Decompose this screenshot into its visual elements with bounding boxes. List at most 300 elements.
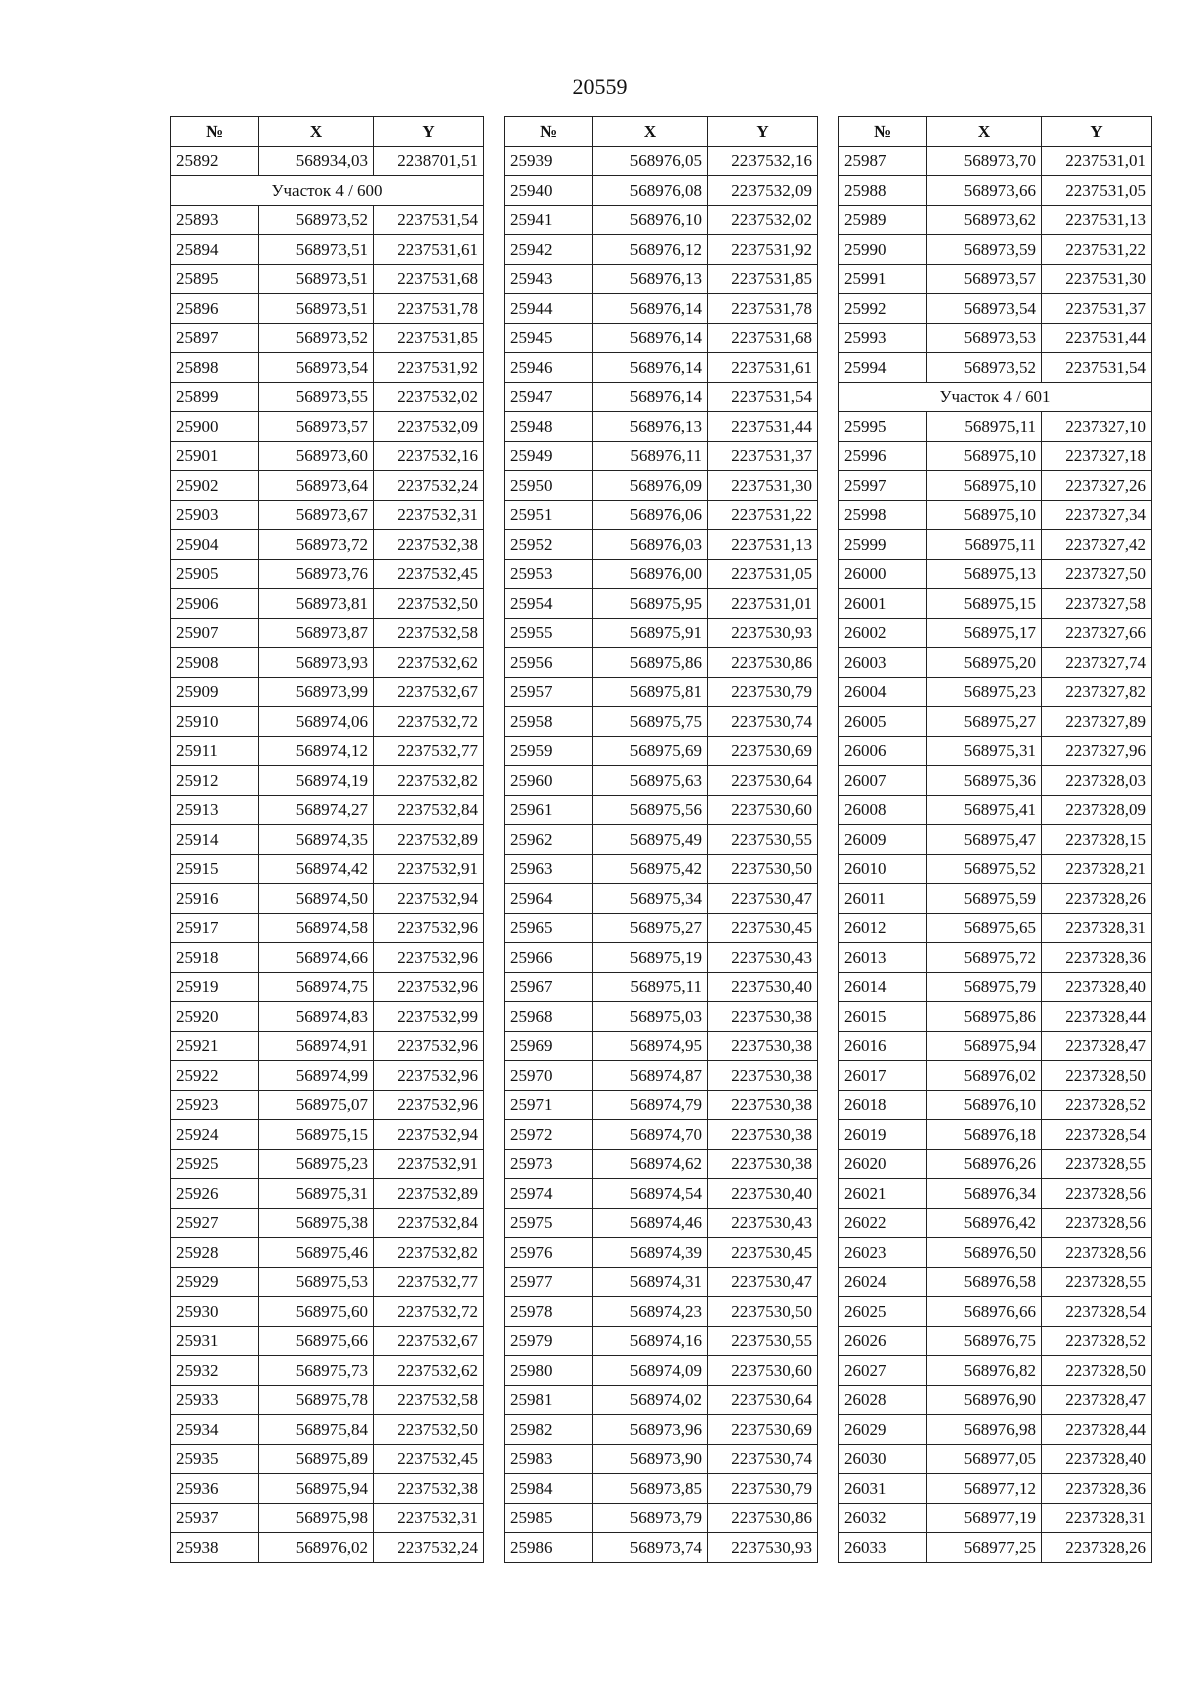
table-row <box>505 1238 818 1268</box>
x-coordinate-cell: 568975,79 <box>927 972 1042 1002</box>
table-row <box>505 1002 818 1032</box>
x-coordinate-cell: 568976,14 <box>593 382 708 412</box>
point-number-cell: 25909 <box>171 677 259 707</box>
y-coordinate-cell: 2237328,26 <box>1042 884 1152 914</box>
y-coordinate-cell: 2237530,38 <box>708 1061 818 1091</box>
x-coordinate-cell: 568974,39 <box>593 1238 708 1268</box>
point-number-cell: 25917 <box>171 913 259 943</box>
table-row <box>505 972 818 1002</box>
y-coordinate-cell: 2237531,37 <box>1042 294 1152 324</box>
x-coordinate-cell: 568976,82 <box>927 1356 1042 1386</box>
x-coordinate-cell: 568974,62 <box>593 1149 708 1179</box>
y-coordinate-cell: 2237530,43 <box>708 943 818 973</box>
table-row <box>171 1208 484 1238</box>
table-row <box>505 1474 818 1504</box>
x-coordinate-cell: 568973,53 <box>927 323 1042 353</box>
table-row <box>171 825 484 855</box>
x-coordinate-cell: 568973,62 <box>927 205 1042 235</box>
point-number-cell: 25937 <box>171 1503 259 1533</box>
y-coordinate-cell: 2237328,47 <box>1042 1031 1152 1061</box>
y-coordinate-cell: 2237531,30 <box>708 471 818 501</box>
point-number-cell: 25999 <box>839 530 927 560</box>
table-row <box>839 648 1152 678</box>
table-row <box>839 235 1152 265</box>
x-coordinate-cell: 568974,66 <box>259 943 374 973</box>
x-coordinate-cell: 568975,72 <box>927 943 1042 973</box>
x-coordinate-cell: 568976,13 <box>593 264 708 294</box>
point-number-cell: 26000 <box>839 559 927 589</box>
table-row <box>505 441 818 471</box>
x-coordinate-cell: 568975,38 <box>259 1208 374 1238</box>
x-coordinate-cell: 568975,19 <box>593 943 708 973</box>
table-row <box>505 943 818 973</box>
x-coordinate-cell: 568975,10 <box>927 441 1042 471</box>
point-number-cell: 26030 <box>839 1444 927 1474</box>
table-row <box>505 323 818 353</box>
point-number-cell: 25947 <box>505 382 593 412</box>
table-row <box>505 353 818 383</box>
table-row <box>171 264 484 294</box>
y-coordinate-cell: 2237328,09 <box>1042 795 1152 825</box>
y-coordinate-cell: 2237532,96 <box>374 972 484 1002</box>
y-coordinate-cell: 2237530,93 <box>708 1533 818 1563</box>
x-coordinate-cell: 568977,12 <box>927 1474 1042 1504</box>
x-coordinate-cell: 568973,64 <box>259 471 374 501</box>
table-row <box>505 1503 818 1533</box>
x-coordinate-cell: 568975,15 <box>259 1120 374 1150</box>
y-coordinate-cell: 2237532,96 <box>374 1061 484 1091</box>
point-number-cell: 25963 <box>505 854 593 884</box>
y-coordinate-cell: 2237532,82 <box>374 766 484 796</box>
point-number-cell: 25925 <box>171 1149 259 1179</box>
y-coordinate-cell: 2237531,01 <box>708 589 818 619</box>
point-number-cell: 25896 <box>171 294 259 324</box>
point-number-cell: 25919 <box>171 972 259 1002</box>
y-coordinate-cell: 2237531,61 <box>708 353 818 383</box>
x-coordinate-cell: 568975,94 <box>927 1031 1042 1061</box>
y-coordinate-cell: 2237532,50 <box>374 589 484 619</box>
y-coordinate-cell: 2237530,38 <box>708 1031 818 1061</box>
table-row <box>505 795 818 825</box>
x-coordinate-cell: 568973,60 <box>259 441 374 471</box>
point-number-cell: 25893 <box>171 205 259 235</box>
table-row <box>171 677 484 707</box>
table-row <box>171 854 484 884</box>
y-coordinate-cell: 2237532,72 <box>374 707 484 737</box>
x-coordinate-cell: 568973,87 <box>259 618 374 648</box>
table-row <box>505 264 818 294</box>
point-number-cell: 25933 <box>171 1385 259 1415</box>
table-row <box>839 146 1152 176</box>
x-coordinate-cell: 568973,52 <box>259 323 374 353</box>
point-number-cell: 25984 <box>505 1474 593 1504</box>
x-coordinate-cell: 568975,42 <box>593 854 708 884</box>
point-number-cell: 25892 <box>171 146 259 176</box>
point-number-cell: 25971 <box>505 1090 593 1120</box>
table-row <box>505 589 818 619</box>
point-number-cell: 26009 <box>839 825 927 855</box>
point-number-cell: 25935 <box>171 1444 259 1474</box>
point-number-cell: 25979 <box>505 1326 593 1356</box>
table-row <box>839 1533 1152 1563</box>
table-row <box>171 382 484 412</box>
y-coordinate-cell: 2237531,13 <box>708 530 818 560</box>
point-number-cell: 25998 <box>839 500 927 530</box>
x-coordinate-cell: 568975,66 <box>259 1326 374 1356</box>
column-header-x: X <box>927 117 1042 147</box>
column-header-x: X <box>259 117 374 147</box>
y-coordinate-cell: 2237531,22 <box>708 500 818 530</box>
y-coordinate-cell: 2237532,94 <box>374 1120 484 1150</box>
table-row <box>171 1474 484 1504</box>
point-number-cell: 25943 <box>505 264 593 294</box>
point-number-cell: 25907 <box>171 618 259 648</box>
table-row <box>171 1149 484 1179</box>
y-coordinate-cell: 2237531,54 <box>374 205 484 235</box>
point-number-cell: 26021 <box>839 1179 927 1209</box>
table-row <box>839 559 1152 589</box>
table-row <box>505 677 818 707</box>
y-coordinate-cell: 2237531,22 <box>1042 235 1152 265</box>
x-coordinate-cell: 568975,34 <box>593 884 708 914</box>
point-number-cell: 25993 <box>839 323 927 353</box>
y-coordinate-cell: 2237327,82 <box>1042 677 1152 707</box>
x-coordinate-cell: 568975,63 <box>593 766 708 796</box>
table-row <box>505 825 818 855</box>
x-coordinate-cell: 568974,42 <box>259 854 374 884</box>
point-number-cell: 25953 <box>505 559 593 589</box>
table-header-row <box>505 117 818 147</box>
x-coordinate-cell: 568976,14 <box>593 353 708 383</box>
point-number-cell: 26006 <box>839 736 927 766</box>
x-coordinate-cell: 568976,05 <box>593 146 708 176</box>
table-row <box>505 766 818 796</box>
point-number-cell: 25898 <box>171 353 259 383</box>
x-coordinate-cell: 568975,53 <box>259 1267 374 1297</box>
point-number-cell: 25904 <box>171 530 259 560</box>
point-number-cell: 25969 <box>505 1031 593 1061</box>
point-number-cell: 25957 <box>505 677 593 707</box>
table-row <box>171 559 484 589</box>
table-row <box>839 471 1152 501</box>
column-header-y: Y <box>374 117 484 147</box>
x-coordinate-cell: 568975,60 <box>259 1297 374 1327</box>
y-coordinate-cell: 2237532,24 <box>374 471 484 501</box>
point-number-cell: 25978 <box>505 1297 593 1327</box>
point-number-cell: 25911 <box>171 736 259 766</box>
point-number-cell: 25900 <box>171 412 259 442</box>
y-coordinate-cell: 2237328,50 <box>1042 1356 1152 1386</box>
table-row <box>839 1179 1152 1209</box>
x-coordinate-cell: 568973,51 <box>259 264 374 294</box>
point-number-cell: 25976 <box>505 1238 593 1268</box>
table-row <box>505 1031 818 1061</box>
table-row <box>839 500 1152 530</box>
x-coordinate-cell: 568975,27 <box>593 913 708 943</box>
table-row <box>839 412 1152 442</box>
y-coordinate-cell: 2237530,40 <box>708 1179 818 1209</box>
y-coordinate-cell: 2237530,69 <box>708 1415 818 1445</box>
x-coordinate-cell: 568974,27 <box>259 795 374 825</box>
point-number-cell: 26026 <box>839 1326 927 1356</box>
table-row <box>839 795 1152 825</box>
table-row <box>839 294 1152 324</box>
table-row <box>839 913 1152 943</box>
x-coordinate-cell: 568975,94 <box>259 1474 374 1504</box>
x-coordinate-cell: 568973,85 <box>593 1474 708 1504</box>
y-coordinate-cell: 2237530,38 <box>708 1149 818 1179</box>
y-coordinate-cell: 2237328,52 <box>1042 1326 1152 1356</box>
y-coordinate-cell: 2238701,51 <box>374 146 484 176</box>
y-coordinate-cell: 2237532,91 <box>374 854 484 884</box>
point-number-cell: 25950 <box>505 471 593 501</box>
table-row <box>505 1090 818 1120</box>
y-coordinate-cell: 2237530,60 <box>708 795 818 825</box>
x-coordinate-cell: 568973,59 <box>927 235 1042 265</box>
point-number-cell: 25961 <box>505 795 593 825</box>
y-coordinate-cell: 2237328,36 <box>1042 943 1152 973</box>
point-number-cell: 25913 <box>171 795 259 825</box>
y-coordinate-cell: 2237531,05 <box>1042 176 1152 206</box>
table-row <box>839 1503 1152 1533</box>
table-row <box>505 146 818 176</box>
table-row <box>505 1326 818 1356</box>
table-row <box>839 1385 1152 1415</box>
y-coordinate-cell: 2237531,05 <box>708 559 818 589</box>
point-number-cell: 25903 <box>171 500 259 530</box>
y-coordinate-cell: 2237531,13 <box>1042 205 1152 235</box>
x-coordinate-cell: 568975,03 <box>593 1002 708 1032</box>
point-number-cell: 26010 <box>839 854 927 884</box>
x-coordinate-cell: 568976,90 <box>927 1385 1042 1415</box>
point-number-cell: 25940 <box>505 176 593 206</box>
y-coordinate-cell: 2237328,03 <box>1042 766 1152 796</box>
table-row <box>505 913 818 943</box>
x-coordinate-cell: 568975,59 <box>927 884 1042 914</box>
point-number-cell: 25980 <box>505 1356 593 1386</box>
y-coordinate-cell: 2237532,45 <box>374 559 484 589</box>
x-coordinate-cell: 568976,13 <box>593 412 708 442</box>
table-row <box>171 1503 484 1533</box>
x-coordinate-cell: 568976,11 <box>593 441 708 471</box>
x-coordinate-cell: 568974,83 <box>259 1002 374 1032</box>
point-number-cell: 25951 <box>505 500 593 530</box>
y-coordinate-cell: 2237328,55 <box>1042 1267 1152 1297</box>
table-row <box>839 825 1152 855</box>
table-row <box>505 1149 818 1179</box>
table-row <box>171 795 484 825</box>
table-row <box>839 618 1152 648</box>
point-number-cell: 25954 <box>505 589 593 619</box>
x-coordinate-cell: 568934,03 <box>259 146 374 176</box>
table-row <box>505 1208 818 1238</box>
x-coordinate-cell: 568976,03 <box>593 530 708 560</box>
table-row <box>171 766 484 796</box>
column-header-number: № <box>505 117 593 147</box>
point-number-cell: 25910 <box>171 707 259 737</box>
table-row <box>171 294 484 324</box>
point-number-cell: 25901 <box>171 441 259 471</box>
table-row <box>505 1297 818 1327</box>
x-coordinate-cell: 568974,95 <box>593 1031 708 1061</box>
point-number-cell: 25945 <box>505 323 593 353</box>
table-row <box>171 913 484 943</box>
x-coordinate-cell: 568975,81 <box>593 677 708 707</box>
coordinate-table-3 <box>838 116 1152 1563</box>
y-coordinate-cell: 2237531,44 <box>1042 323 1152 353</box>
y-coordinate-cell: 2237327,10 <box>1042 412 1152 442</box>
table-row <box>505 530 818 560</box>
table-row <box>839 441 1152 471</box>
point-number-cell: 26007 <box>839 766 927 796</box>
y-coordinate-cell: 2237532,62 <box>374 648 484 678</box>
y-coordinate-cell: 2237530,45 <box>708 1238 818 1268</box>
table-row <box>171 1061 484 1091</box>
point-number-cell: 25918 <box>171 943 259 973</box>
x-coordinate-cell: 568974,06 <box>259 707 374 737</box>
point-number-cell: 25955 <box>505 618 593 648</box>
table-row <box>839 1356 1152 1386</box>
section-title: Участок 4 / 600 <box>171 176 484 206</box>
x-coordinate-cell: 568976,02 <box>259 1533 374 1563</box>
table-row <box>839 205 1152 235</box>
y-coordinate-cell: 2237532,62 <box>374 1356 484 1386</box>
y-coordinate-cell: 2237530,45 <box>708 913 818 943</box>
point-number-cell: 25964 <box>505 884 593 914</box>
x-coordinate-cell: 568975,98 <box>259 1503 374 1533</box>
table-row <box>839 854 1152 884</box>
point-number-cell: 25996 <box>839 441 927 471</box>
y-coordinate-cell: 2237530,93 <box>708 618 818 648</box>
point-number-cell: 25936 <box>171 1474 259 1504</box>
point-number-cell: 26015 <box>839 1002 927 1032</box>
x-coordinate-cell: 568974,79 <box>593 1090 708 1120</box>
y-coordinate-cell: 2237530,43 <box>708 1208 818 1238</box>
point-number-cell: 26018 <box>839 1090 927 1120</box>
x-coordinate-cell: 568976,66 <box>927 1297 1042 1327</box>
point-number-cell: 26011 <box>839 884 927 914</box>
y-coordinate-cell: 2237328,40 <box>1042 1444 1152 1474</box>
y-coordinate-cell: 2237328,55 <box>1042 1149 1152 1179</box>
y-coordinate-cell: 2237531,30 <box>1042 264 1152 294</box>
x-coordinate-cell: 568973,51 <box>259 235 374 265</box>
y-coordinate-cell: 2237532,09 <box>708 176 818 206</box>
page-number: 20559 <box>572 74 628 99</box>
y-coordinate-cell: 2237532,24 <box>374 1533 484 1563</box>
point-number-cell: 25991 <box>839 264 927 294</box>
x-coordinate-cell: 568973,52 <box>259 205 374 235</box>
x-coordinate-cell: 568973,55 <box>259 382 374 412</box>
point-number-cell: 25968 <box>505 1002 593 1032</box>
x-coordinate-cell: 568975,31 <box>927 736 1042 766</box>
table-row <box>839 1090 1152 1120</box>
y-coordinate-cell: 2237530,64 <box>708 1385 818 1415</box>
x-coordinate-cell: 568976,06 <box>593 500 708 530</box>
y-coordinate-cell: 2237328,21 <box>1042 854 1152 884</box>
point-number-cell: 25977 <box>505 1267 593 1297</box>
y-coordinate-cell: 2237327,89 <box>1042 707 1152 737</box>
table-row <box>839 1061 1152 1091</box>
y-coordinate-cell: 2237530,69 <box>708 736 818 766</box>
x-coordinate-cell: 568976,09 <box>593 471 708 501</box>
y-coordinate-cell: 2237530,86 <box>708 1503 818 1533</box>
table-row <box>839 884 1152 914</box>
point-number-cell: 25994 <box>839 353 927 383</box>
y-coordinate-cell: 2237531,54 <box>1042 353 1152 383</box>
table-row <box>839 1267 1152 1297</box>
y-coordinate-cell: 2237530,38 <box>708 1090 818 1120</box>
x-coordinate-cell: 568974,23 <box>593 1297 708 1327</box>
x-coordinate-cell: 568975,86 <box>927 1002 1042 1032</box>
x-coordinate-cell: 568974,09 <box>593 1356 708 1386</box>
point-number-cell: 25982 <box>505 1415 593 1445</box>
table-row <box>505 1267 818 1297</box>
point-number-cell: 26023 <box>839 1238 927 1268</box>
y-coordinate-cell: 2237532,91 <box>374 1149 484 1179</box>
point-number-cell: 26031 <box>839 1474 927 1504</box>
table-row <box>171 412 484 442</box>
table-row <box>505 1061 818 1091</box>
table-row <box>505 500 818 530</box>
point-number-cell: 26020 <box>839 1149 927 1179</box>
x-coordinate-cell: 568974,31 <box>593 1267 708 1297</box>
table-row <box>839 736 1152 766</box>
x-coordinate-cell: 568976,14 <box>593 323 708 353</box>
table-row <box>839 677 1152 707</box>
point-number-cell: 25974 <box>505 1179 593 1209</box>
point-number-cell: 25987 <box>839 146 927 176</box>
x-coordinate-cell: 568974,46 <box>593 1208 708 1238</box>
y-coordinate-cell: 2237328,31 <box>1042 913 1152 943</box>
x-coordinate-cell: 568973,99 <box>259 677 374 707</box>
point-number-cell: 25946 <box>505 353 593 383</box>
table-row <box>839 264 1152 294</box>
column-header-y: Y <box>708 117 818 147</box>
x-coordinate-cell: 568974,70 <box>593 1120 708 1150</box>
y-coordinate-cell: 2237327,66 <box>1042 618 1152 648</box>
table-row <box>505 1120 818 1150</box>
table-row <box>171 1297 484 1327</box>
table-row <box>839 1444 1152 1474</box>
point-number-cell: 25990 <box>839 235 927 265</box>
y-coordinate-cell: 2237530,79 <box>708 1474 818 1504</box>
point-number-cell: 26025 <box>839 1297 927 1327</box>
y-coordinate-cell: 2237530,47 <box>708 884 818 914</box>
x-coordinate-cell: 568975,49 <box>593 825 708 855</box>
table-row <box>839 766 1152 796</box>
y-coordinate-cell: 2237328,47 <box>1042 1385 1152 1415</box>
coordinate-table-2 <box>504 116 818 1563</box>
y-coordinate-cell: 2237530,74 <box>708 1444 818 1474</box>
y-coordinate-cell: 2237532,96 <box>374 913 484 943</box>
point-number-cell: 26001 <box>839 589 927 619</box>
y-coordinate-cell: 2237530,74 <box>708 707 818 737</box>
y-coordinate-cell: 2237531,78 <box>374 294 484 324</box>
x-coordinate-cell: 568975,41 <box>927 795 1042 825</box>
x-coordinate-cell: 568975,75 <box>593 707 708 737</box>
x-coordinate-cell: 568975,11 <box>593 972 708 1002</box>
x-coordinate-cell: 568975,13 <box>927 559 1042 589</box>
table-row <box>171 530 484 560</box>
point-number-cell: 26014 <box>839 972 927 1002</box>
point-number-cell: 26022 <box>839 1208 927 1238</box>
point-number-cell: 25894 <box>171 235 259 265</box>
table-row <box>171 589 484 619</box>
point-number-cell: 25926 <box>171 1179 259 1209</box>
table-row <box>171 1326 484 1356</box>
y-coordinate-cell: 2237328,56 <box>1042 1208 1152 1238</box>
point-number-cell: 26002 <box>839 618 927 648</box>
